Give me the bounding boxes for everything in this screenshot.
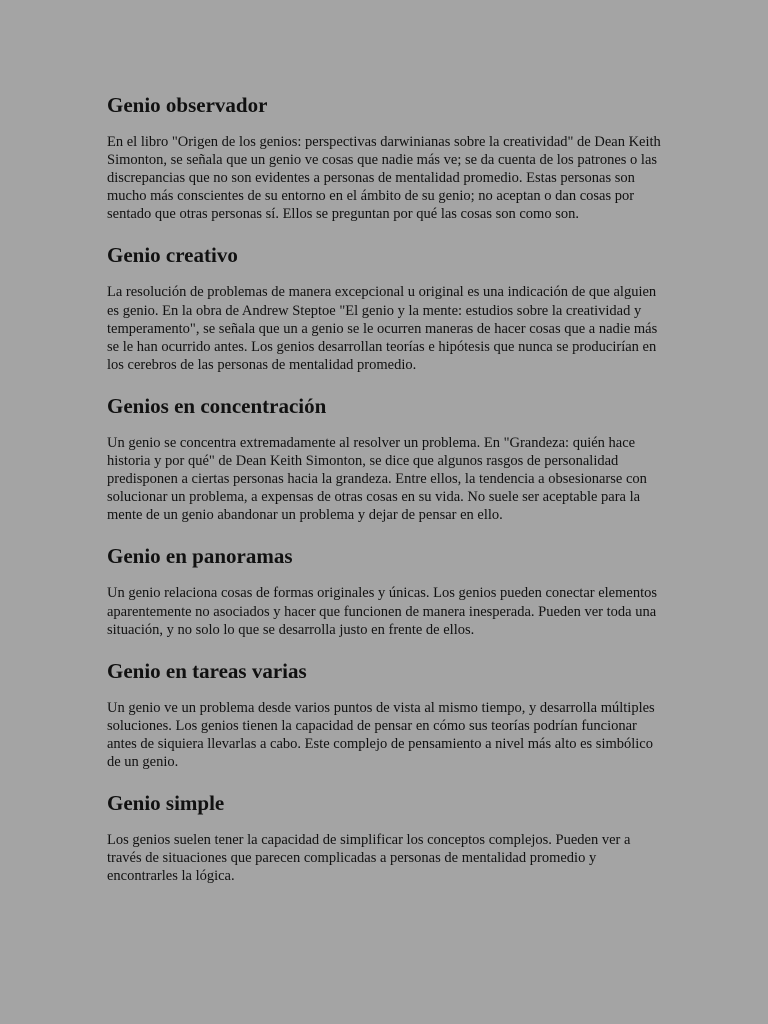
section-heading: Genios en concentración <box>107 393 327 418</box>
section-genios-en-concentracion <box>107 393 668 524</box>
section-paragraph: Un genio relaciona cosas de formas originales y únicas. Los genios pueden conectar elementos aparentemente no asociados y hacer que funcionen de manera inesperada. Pueden ver toda una situación, y no solo lo que se desarrolla justo en frente de ellos. <box>107 585 658 638</box>
section-paragraph: La resolución de problemas de manera excepcional u original es una indicación de que alguien es genio. En la obra de Andrew Steptoe "El genio y la mente: estudios sobre la creatividad y temperamento", se señala que un a genio se le ocurren maneras de hacer cosas que a nadie más se le han ocurrido antes. Los genios desarrollan teorías e hipótesis que nunca se producirían en los cerebros de las personas de mentalidad promedio. <box>107 284 658 373</box>
section-heading: Genio observador <box>107 93 268 117</box>
section-heading: Genio en tareas varias <box>107 658 307 683</box>
section-genio-observador <box>107 92 668 223</box>
section-paragraph: En el libro "Origen de los genios: perspectivas darwinianas sobre la creatividad" de Dean Keith Simonton, se señala que un genio ve cosas que nadie más ve; se da cuenta de los patrones o las discrepancias que no son evidentes a personas de mentalidad promedio. Estas personas son mucho más conscientes de su entorno en el ámbito de su genio; no aceptan o dan cosas por sentado que otras personas sí. Ellos se preguntan por qué las cosas son como son. <box>107 134 661 223</box>
section-paragraph: Un genio se concentra extremadamente al resolver un problema. En "Grandeza: quién hace historia y por qué" de Dean Keith Simonton, se dice que algunos rasgos de personalidad predisponen a ciertas personas hacia la grandeza. Entre ellos, la tendencia a obsesionarse con solucionar un problema, a expensas de otras cosas en su vida. No suele ser aceptable para la mente de un genio abandonar un problema y dejar de pensar en ello. <box>107 434 647 524</box>
section-heading: Genio en panoramas <box>107 544 293 569</box>
section-paragraph: Un genio ve un problema desde varios puntos de vista al mismo tiempo, y desarrolla múltiples soluciones. Los genios tienen la capacidad de pensar en cómo sus teorías podrían funcionar antes de siquiera llevarlas a cabo. Este complejo de pensamiento a nivel más alto es simbólico de un genio. <box>107 699 655 770</box>
section-genio-creativo <box>107 242 668 373</box>
section-genio-en-tareas-varias <box>107 658 668 771</box>
section-heading: Genio simple <box>107 791 225 816</box>
section-genio-en-panoramas <box>107 543 668 638</box>
section-genio-simple <box>107 790 668 885</box>
section-paragraph: Los genios suelen tener la capacidad de simplificar los conceptos complejos. Pueden ver a través de situaciones que parecen complicadas a personas de mentalidad promedio y encontrarles la lógica. <box>107 832 631 885</box>
section-heading: Genio creativo <box>107 243 238 268</box>
